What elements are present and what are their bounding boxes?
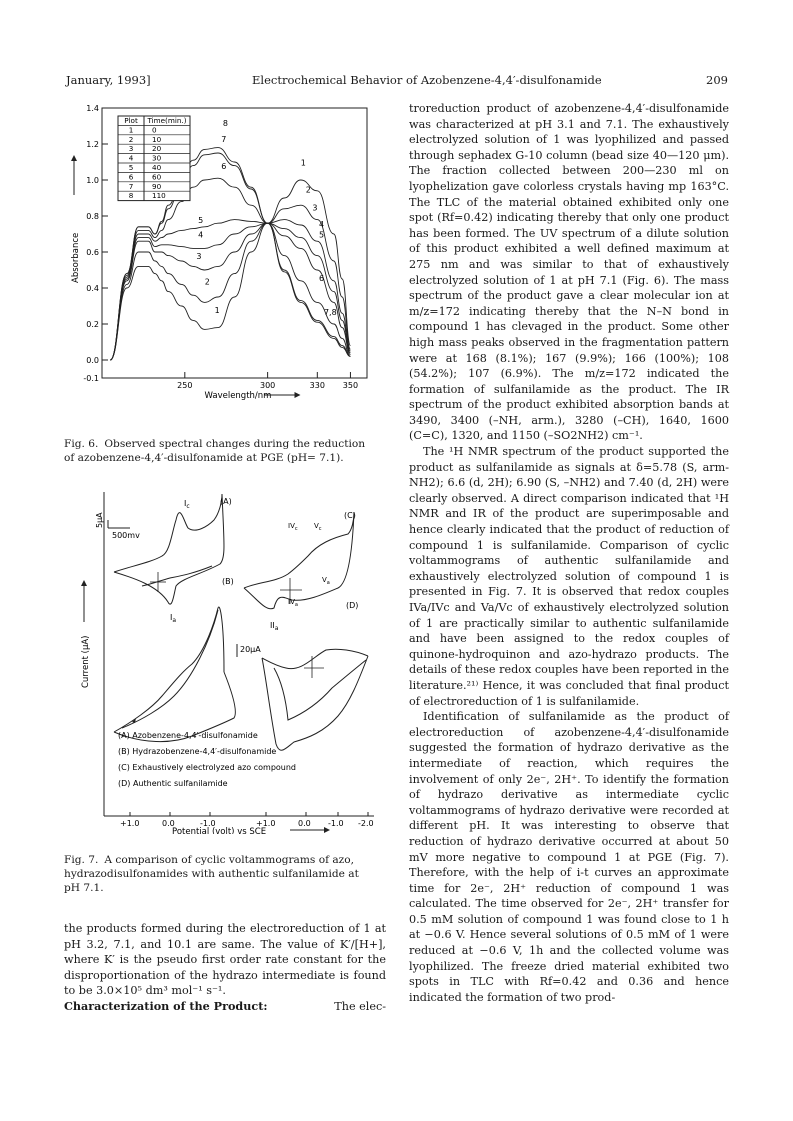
- y-tick-label: 0.0: [86, 356, 99, 365]
- fig6-y-axis-label: Absorbance: [71, 232, 81, 283]
- cv-curve-d: [262, 649, 368, 750]
- curve-number-label: 1: [300, 158, 306, 168]
- figure-6: [62, 98, 382, 423]
- curve-number-label: 8: [222, 119, 228, 128]
- time-table-plot-cell: 6: [128, 172, 134, 182]
- cv-curve-d-inner: [274, 660, 366, 720]
- cv-curve-b-inner: [122, 610, 218, 728]
- fig6-x-axis-label: Wavelength/nm: [204, 391, 272, 401]
- fig7-x-ticks: [130, 812, 368, 816]
- page-number: 209: [706, 73, 728, 87]
- x-tick: -1.0: [200, 819, 216, 828]
- fig6-caption-label: Fig. 6.: [64, 438, 99, 450]
- time-table-time-cell: 60: [152, 172, 162, 182]
- x-tick: 0.0: [162, 819, 175, 828]
- time-table-time-cell: 10: [152, 134, 162, 144]
- running-header-title: Electrochemical Behavior of Azobenzene-4,4′-disulfonamide: [252, 73, 602, 87]
- time-table-plot-cell: 1: [128, 125, 134, 135]
- right-paragraph-3: Identification of sulfanilamide as the product of electroreduction of azobenzene-4,4′-disulfonamide suggested the formation of hydrazo derivative as the intermediate of reaction, which requires the involvement of only 2e⁻, 2H⁺. To identify the formation of hydrazo derivative as intermediate cyclic voltammograms of hydrazo derivative were recorded at different pH. It was interesting to observe that reduction of hydrazo derivative occurred at about 50 mV more negative to compound 1 at PGE (Fig. 7). Therefore, with the help of i-t curves an approximate time for 2e⁻, 2H⁺ reduction of compound 1 was calculated. The time observed for 2e⁻, 2H⁺ transfer for 0.5 mM solution of compound 1 was found close to 1 h at −0.6 V. Hence several solutions of 0.5 mM of 1 were reduced at −0.6 V, 1h and the collected volume was lyophilized. The freeze dried material exhibited two spots in TLC with Rf=0.42 and 0.36 and hence indicated the formation of two prod-: [409, 710, 729, 1004]
- peak-vc: $V_c$: [314, 522, 322, 532]
- x-tick: +1.0: [120, 819, 140, 828]
- cv-curve-a: [114, 494, 224, 604]
- panel-label-d: (D): [346, 601, 359, 610]
- cv-curve-b: [114, 607, 235, 742]
- fig7-y-axis-label: Current (μA): [81, 635, 91, 688]
- peak-ia: $I_a$: [170, 613, 177, 624]
- time-table-plot-cell: 7: [128, 181, 134, 191]
- cv-curve-a-inner: [142, 566, 212, 586]
- time-table-plot-cell: 3: [128, 144, 134, 154]
- legend-d: (D) Authentic sulfanilamide: [118, 779, 228, 788]
- time-table-header: Time(min.): [147, 116, 187, 125]
- section-heading-line: [64, 999, 386, 1015]
- curve-number-label: 5: [198, 216, 204, 226]
- heading-tail: The elec-: [334, 999, 386, 1013]
- curve-number-label: 6: [221, 162, 227, 172]
- right-column-text: [409, 101, 729, 1005]
- x-tick: 0.0: [298, 819, 311, 828]
- y-tick-label: 0.6: [86, 248, 99, 257]
- figure-7: [62, 482, 382, 834]
- time-table-plot-cell: 8: [128, 191, 134, 201]
- curve-number-label: 4: [318, 219, 325, 229]
- absorbance-curve-3: [110, 220, 350, 360]
- cv-curve-c: [244, 512, 354, 609]
- y-axis-arrowhead: [71, 155, 77, 161]
- time-table-plot-cell: 4: [128, 153, 134, 163]
- peak-ivc: $IV_c$: [288, 522, 298, 532]
- curve-number-label: 6: [318, 273, 325, 283]
- fig7-scale-current-d: 20μA: [240, 645, 261, 654]
- panel-label-a: (A): [220, 497, 232, 506]
- right-paragraph-2: The ¹H NMR spectrum of the product supported the product as sulfanilamide as signals at δ=5.78 (S, arm-NH2); 6.6 (d, 2H); 6.90 (S, –NH2) and 7.40 (d, 2H) were clearly observed. A direct comparison indicated that ¹H NMR and IR of the product are superimposable and hence clearly indicated that the product of reduction of compound 1 is sulfanilamide. Comparison of cyclic voltammograms of authentic sulfanilamide and exhaustively electrolyzed solution of compound 1 is presented in Fig. 7. It is observed that redox couples IVa/IVc and Va/Vc of exhaustively electrolyzed solution of 1 are practically similar to authentic sulfanilamide and have been assigned to the redox couples of quinone-hydroquinon and azo-hydrazo products. The details of these redox couples have been reported in the literature.²¹⁾ Hence, it was concluded that final product of electroreduction of 1 is sulfanilamide.: [409, 445, 729, 708]
- fig7-scale-bar: [108, 520, 130, 528]
- panel-label-c: (C): [344, 511, 356, 520]
- curve-number-label: 3: [312, 203, 318, 213]
- right-paragraph-1: troreduction product of azobenzene-4,4′-disulfonamide was characterized at pH 3.1 and 7.1. The exhaustively electrolyzed solution of 1 was lyophilized and passed through sephadex G-10 column (bead size 40—120 μm). The fraction collected between 200—230 ml on lyophelization gave colorless crystals having mp 163°C. The TLC of the material obtained exhibited only one spot (Rf=0.42) indicating thereby that only one product has been formed. The UV spectrum of a dilute solution of this product exhibited a well defined maximum at 275 nm and was similar to that of exhaustively electrolyzed solution of 1 at pH 7.1 (Fig. 6). The mass spectrum of the product gave a clear molecular ion at m/z=172 indicating thereby that the N–N bond in compound 1 has clevaged in the product. Some other high mass peaks observed in the fragmentation pattern were at 168 (8.1%); 167 (9.9%); 166 (100%); 108 (54.2%); 107 (6.9%). The m/z=172 indicated the formation of sulfanilamide as the product. The IR spectrum of the product exhibited absorption bands at 3490, 3400 (–NH, arm.), 3280 (–CH), 1640, 1600 (C=C), 1320, and 1150 (–SO2NH2) cm⁻¹.: [409, 102, 729, 443]
- x-tick-label: 350: [342, 381, 359, 390]
- fig7-scale-potential: 500mv: [112, 531, 140, 540]
- time-table-time-cell: 0: [152, 125, 157, 135]
- x-tick: -2.0: [358, 819, 374, 828]
- curve-number-label: 2: [305, 185, 311, 195]
- y-tick-label: 1.4: [86, 104, 99, 113]
- y-tick-label: 1.2: [86, 140, 99, 149]
- y-tick-label: 0.4: [86, 284, 99, 293]
- x-tick-label: 300: [259, 381, 276, 390]
- left-paragraph: the products formed during the electroreduction of 1 at pH 3.2, 7.1, and 10.1 are same. The value of K′/[H+], where K′ is the pseudo first order rate constant for the disproportionation of the hydrazo intermediate is found to be 3.0×10⁵ dm³ mol⁻¹ s⁻¹.: [64, 922, 386, 998]
- curve-number-label: 1: [214, 306, 220, 316]
- x-tick: -1.0: [328, 819, 344, 828]
- x-tick-label: 330: [309, 381, 325, 390]
- legend-c: (C) Exhaustively electrolyzed azo compound: [118, 763, 297, 772]
- fig7-caption: [64, 853, 369, 896]
- fig7-scale-current: 5μA: [95, 512, 104, 528]
- time-table-header: Plot: [124, 116, 138, 125]
- fig6-plot-area: [71, 104, 367, 401]
- x-tick-label: 250: [177, 381, 193, 390]
- time-table-time-cell: 110: [152, 191, 166, 201]
- legend-a: (A) Azobenzene-4,4′-disulfonamide: [118, 731, 258, 740]
- peak-iva: $IV_a$: [288, 598, 298, 608]
- time-table-time-cell: 20: [152, 144, 162, 154]
- peak-ic: $I_c$: [184, 499, 190, 510]
- y-tick-label: 0.2: [86, 320, 99, 329]
- y-tick-label: 0.8: [86, 212, 99, 221]
- fig7-x-axis-label: Potential (volt) vs SCE: [172, 827, 267, 834]
- legend-b: (B) Hydrazobenzene-4,4′-disulfonamide: [118, 747, 277, 756]
- curve-number-label: 7,8: [323, 308, 337, 317]
- absorbance-curve-2: [110, 205, 350, 360]
- time-table-plot-cell: 5: [128, 163, 134, 172]
- time-table-plot-cell: 2: [128, 134, 134, 144]
- fig7-caption-label: Fig. 7.: [64, 854, 99, 866]
- curve-number-label: 5: [318, 230, 325, 240]
- time-table-time-cell: 30: [152, 153, 162, 163]
- section-heading: Characterization of the Product:: [64, 998, 268, 1013]
- y-tick-label: 1.0: [86, 176, 99, 185]
- time-table-time-cell: 40: [152, 163, 162, 172]
- curve-number-label: 7: [221, 135, 227, 145]
- x-tick: +1.0: [256, 819, 276, 828]
- time-table-time-cell: 90: [152, 181, 162, 191]
- curve-number-label: 2: [204, 277, 210, 287]
- peak-va: $V_a$: [322, 576, 330, 586]
- curve-number-label: 3: [196, 252, 202, 262]
- fig6-caption: [64, 437, 369, 465]
- y-tick-label: -0.1: [83, 374, 99, 383]
- absorbance-curve-4: [110, 223, 350, 360]
- peak-iia: $II_a$: [270, 621, 279, 632]
- x-axis-arrowhead: [295, 392, 301, 398]
- running-header-left: January, 1993]: [66, 73, 151, 87]
- fig6-caption-text: Observed spectral changes during the reduction of azobenzene-4,4′-disulfonamide at PGE (pH= 7.1).: [64, 438, 366, 465]
- panel-label-b: (B): [222, 577, 234, 586]
- left-column-text: [64, 921, 386, 1015]
- fig7-caption-text: A comparison of cyclic voltammograms of azo, hydrazodisulfonamides with authentic sulfanilamide at pH 7.1.: [64, 854, 359, 895]
- curve-number-label: 4: [198, 230, 204, 240]
